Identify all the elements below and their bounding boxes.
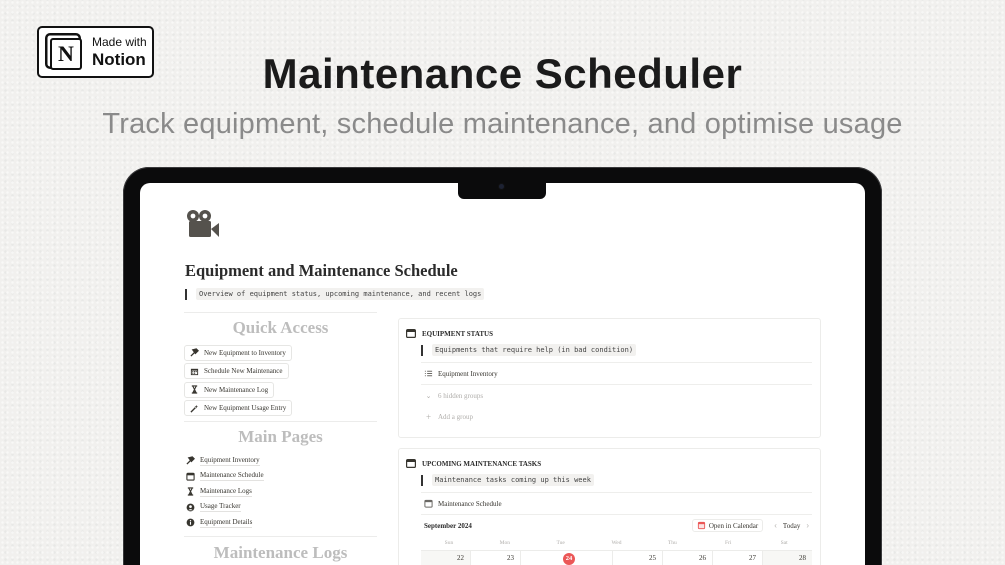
calendar-app-icon	[697, 521, 706, 530]
link-maintenance-logs[interactable]	[184, 484, 377, 500]
button-label: Schedule New Maintenance	[204, 367, 283, 375]
weekday-label: Sun	[444, 540, 454, 546]
hero-subtitle: Track equipment, schedule maintenance, and optimise usage	[102, 108, 903, 140]
camera-notch	[458, 182, 546, 199]
divider	[184, 536, 377, 537]
calendar-month: September 2024	[424, 521, 472, 530]
maintenance-logs-heading: Maintenance Logs	[213, 542, 348, 562]
notion-logo-icon: N	[50, 38, 82, 70]
upcoming-maintenance-card	[398, 448, 821, 565]
view-name: Maintenance Schedule	[438, 499, 502, 508]
hidden-groups-label: 6 hidden groups	[438, 391, 484, 400]
quote-bar	[421, 345, 423, 356]
new-maintenance-log-button[interactable]	[184, 382, 274, 398]
calendar-day-cell[interactable]: 22	[421, 551, 470, 565]
view-name: Equipment Inventory	[438, 369, 498, 378]
chevron-down-icon: ⌄	[425, 391, 432, 400]
main-pages-heading: Main Pages	[238, 427, 323, 446]
maintenance-schedule-view-tab[interactable]	[421, 493, 812, 514]
callout-window-icon	[406, 329, 416, 338]
calendar-icon	[186, 472, 195, 481]
hidden-groups-toggle[interactable]	[421, 385, 812, 406]
link-equipment-inventory[interactable]	[184, 453, 377, 469]
link-label: Equipment Details	[200, 517, 253, 526]
weekday-label: Tue	[556, 540, 565, 546]
equipment-status-card	[398, 318, 821, 438]
equipment-status-description: Equipments that require help (in bad condition)	[432, 344, 636, 356]
add-group-button[interactable]	[421, 406, 812, 427]
plus-icon: +	[425, 411, 432, 422]
upcoming-description: Maintenance tasks coming up this week	[432, 474, 594, 486]
calendar-icon	[190, 367, 199, 376]
upcoming-title: UPCOMING MAINTENANCE TASKS	[422, 459, 542, 468]
calendar-day-cell[interactable]: 23	[470, 551, 520, 565]
quote-bar	[421, 475, 423, 486]
link-usage-tracker[interactable]	[184, 500, 377, 516]
hammer-icon	[186, 456, 195, 465]
button-label: New Maintenance Log	[204, 385, 269, 394]
equipment-inventory-view-tab[interactable]	[421, 363, 812, 384]
wand-icon	[190, 404, 199, 413]
list-icon	[424, 369, 433, 378]
calendar-header	[421, 515, 812, 536]
calendar-week-row	[421, 550, 812, 565]
divider	[184, 421, 377, 422]
link-label: Equipment Inventory	[200, 455, 260, 464]
badge-line2: Notion	[92, 50, 146, 69]
notion-page	[140, 183, 865, 565]
calendar-day-cell-today[interactable]	[520, 551, 612, 565]
button-label: New Equipment to Inventory	[204, 348, 286, 357]
today-button[interactable]: Today	[782, 521, 801, 530]
movie-camera-icon[interactable]	[186, 209, 220, 239]
divider	[184, 312, 377, 313]
equipment-status-title: EQUIPMENT STATUS	[422, 329, 493, 338]
new-equipment-button[interactable]	[184, 345, 292, 361]
link-equipment-details[interactable]	[184, 515, 377, 531]
weekday-label: Mon	[499, 540, 510, 546]
next-week-button[interactable]: ›	[806, 521, 809, 530]
new-usage-entry-button[interactable]	[184, 400, 292, 416]
page-description: Overview of equipment status, upcoming maintenance, and recent logs	[196, 288, 484, 300]
link-label: Maintenance Schedule	[200, 471, 264, 480]
today-marker: 24	[563, 553, 575, 565]
weekday-label: Thu	[667, 540, 677, 546]
button-label: New Equipment Usage Entry	[204, 404, 287, 412]
page-title: Equipment and Maintenance Schedule	[185, 261, 458, 280]
left-column	[184, 312, 377, 565]
user-circle-icon	[186, 503, 195, 512]
schedule-maintenance-button[interactable]	[184, 363, 289, 379]
calendar-day-cell[interactable]: 25	[612, 551, 662, 565]
hammer-icon	[190, 348, 199, 357]
open-in-calendar-label: Open in Calendar	[708, 521, 759, 530]
badge-line1: Made with	[92, 35, 147, 49]
callout-window-icon	[406, 459, 416, 468]
link-label: Usage Tracker	[200, 502, 241, 511]
page-description-quote	[185, 288, 484, 300]
weekday-label: Fri	[725, 540, 732, 546]
camera-icon	[499, 184, 504, 189]
calendar-day-cell[interactable]: 26	[662, 551, 712, 565]
weekday-label: Sat	[780, 540, 788, 546]
link-maintenance-schedule[interactable]	[184, 469, 377, 485]
info-icon	[186, 518, 195, 527]
hourglass-icon	[190, 385, 199, 394]
weekday-header-row	[421, 536, 812, 550]
equipment-status-quote	[421, 344, 812, 356]
quick-access-heading: Quick Access	[232, 318, 329, 337]
link-label: Maintenance Logs	[200, 486, 252, 495]
hero-title: Maintenance Scheduler	[262, 50, 743, 97]
calendar-icon	[424, 499, 433, 508]
add-group-label: Add a group	[438, 412, 473, 421]
calendar-day-cell[interactable]: 27	[712, 551, 762, 565]
upcoming-quote	[421, 474, 812, 486]
hourglass-icon	[186, 487, 195, 496]
quote-bar	[185, 289, 187, 300]
open-in-calendar-button[interactable]	[692, 519, 763, 532]
calendar-day-cell[interactable]: 28	[762, 551, 812, 565]
laptop-frame	[123, 167, 882, 565]
weekday-label: Wed	[611, 540, 622, 546]
prev-week-button[interactable]: ‹	[774, 521, 777, 530]
